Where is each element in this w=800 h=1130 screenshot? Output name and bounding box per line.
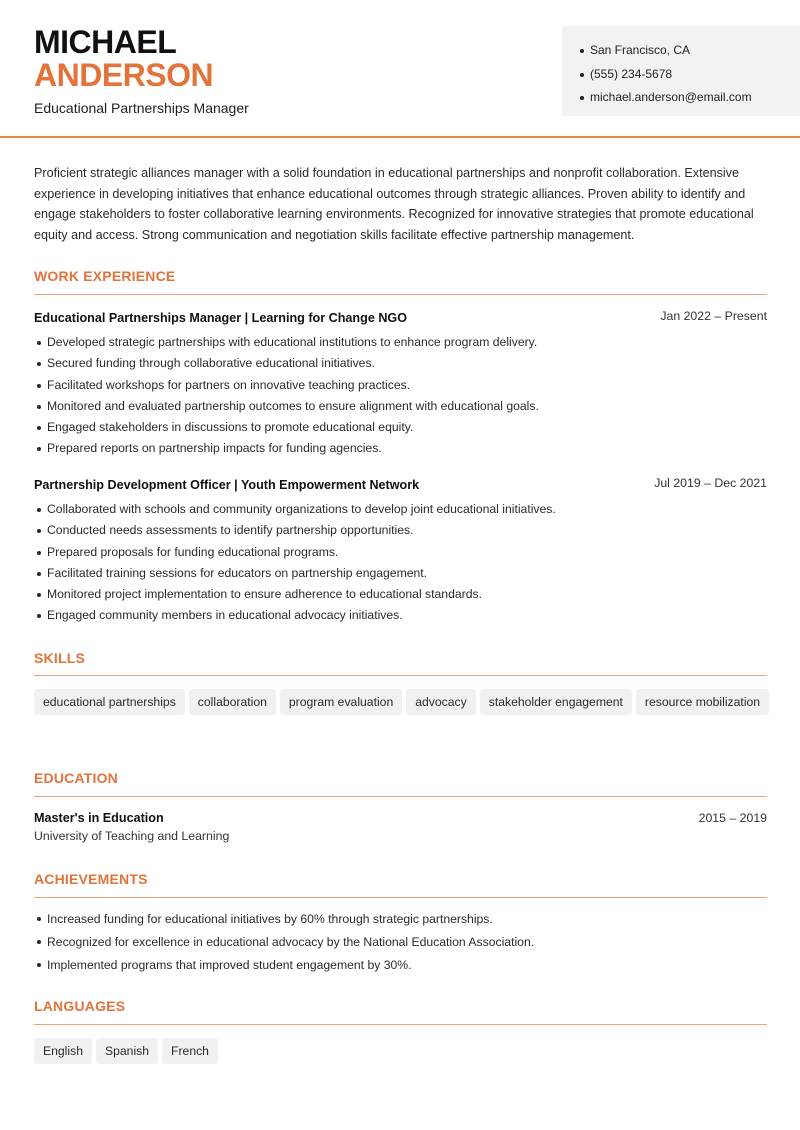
education-dates: 2015 – 2019 [698,811,767,825]
job-entry [34,309,767,460]
list-item: Engaged stakeholders in discussions to promote educational equity. [34,417,767,438]
languages-heading: LANGUAGES [34,998,126,1014]
list-item: Developed strategic partnerships with educational institutions to enhance program delivery. [34,332,767,353]
degree: Master's in Education [34,811,164,825]
list-item: Engaged community members in educational advocacy initiatives. [34,605,767,626]
achievements-list [34,908,767,977]
last-name: ANDERSON [34,57,214,93]
list-item: Secured funding through collaborative educational initiatives. [34,353,767,374]
list-item: Conducted needs assessments to identify partnership opportunities. [34,520,767,541]
school-name: University of Teaching and Learning [34,829,230,843]
contact-location: San Francisco, CA [580,39,752,63]
list-item: Prepared proposals for funding educational programs. [34,542,767,563]
education-entry [34,811,767,843]
job-bullets [34,332,767,460]
list-item: Implemented programs that improved student engagement by 30%. [34,954,767,977]
section-divider [34,796,767,797]
languages-list [34,1038,774,1070]
section-divider [34,897,767,898]
work-experience-heading: WORK EXPERIENCE [34,268,176,284]
list-item: Monitored and evaluated partnership outcomes to ensure alignment with educational goals. [34,396,767,417]
contact-email: michael.anderson@email.com [580,86,752,110]
skills-list [34,689,774,721]
list-item: Facilitated training sessions for educators on partnership engagement. [34,563,767,584]
summary-text: Proficient strategic alliances manager with a solid foundation in educational partnerships and nonprofit collaboration. Extensive experience in developing initiatives that enhance educational outcomes through strategic alliances. Proven ability to identify and engage stakeholders to foster collaborative learning environments. Recognized for innovative strategies that promote educational equity and access. Strong communication and negotiation skills facilitate effective partnership management. [34,166,754,243]
skill-chip: collaboration [189,689,276,715]
skill-chip: educational partnerships [34,689,185,715]
list-item: Facilitated workshops for partners on innovative teaching practices. [34,375,767,396]
list-item: Collaborated with schools and community organizations to develop joint educational initiatives. [34,499,767,520]
job-title: Educational Partnerships Manager [34,100,249,116]
first-name: MICHAEL [34,24,177,60]
list-item: Prepared reports on partnership impacts for funding agencies. [34,438,767,459]
skill-chip: advocacy [406,689,476,715]
job-entry [34,476,767,627]
contact-phone: (555) 234-5678 [580,63,752,87]
list-item: Monitored project implementation to ensure adherence to educational standards. [34,584,767,605]
list-item: Recognized for excellence in educational advocacy by the National Education Association. [34,931,767,954]
job-role: Partnership Development Officer | Youth Empowerment Network [34,478,420,492]
language-chip: English [34,1038,92,1064]
contact-box [562,26,800,116]
skill-chip: program evaluation [280,689,402,715]
section-divider [34,1024,767,1025]
job-dates: Jan 2022 – Present [660,309,767,323]
education-heading: EDUCATION [34,770,118,786]
list-item: Increased funding for educational initiatives by 60% through strategic partnerships. [34,908,767,931]
section-divider [34,294,767,295]
skills-heading: SKILLS [34,650,85,666]
skill-chip: resource mobilization [636,689,769,715]
achievements-heading: ACHIEVEMENTS [34,871,148,887]
contact-list [580,39,752,110]
job-dates: Jul 2019 – Dec 2021 [654,476,767,490]
language-chip: Spanish [96,1038,158,1064]
skill-chip: stakeholder engagement [480,689,632,715]
job-bullets [34,499,767,627]
language-chip: French [162,1038,218,1064]
job-role: Educational Partnerships Manager | Learning for Change NGO [34,311,408,325]
section-divider [34,675,767,676]
resume-header [0,0,800,138]
